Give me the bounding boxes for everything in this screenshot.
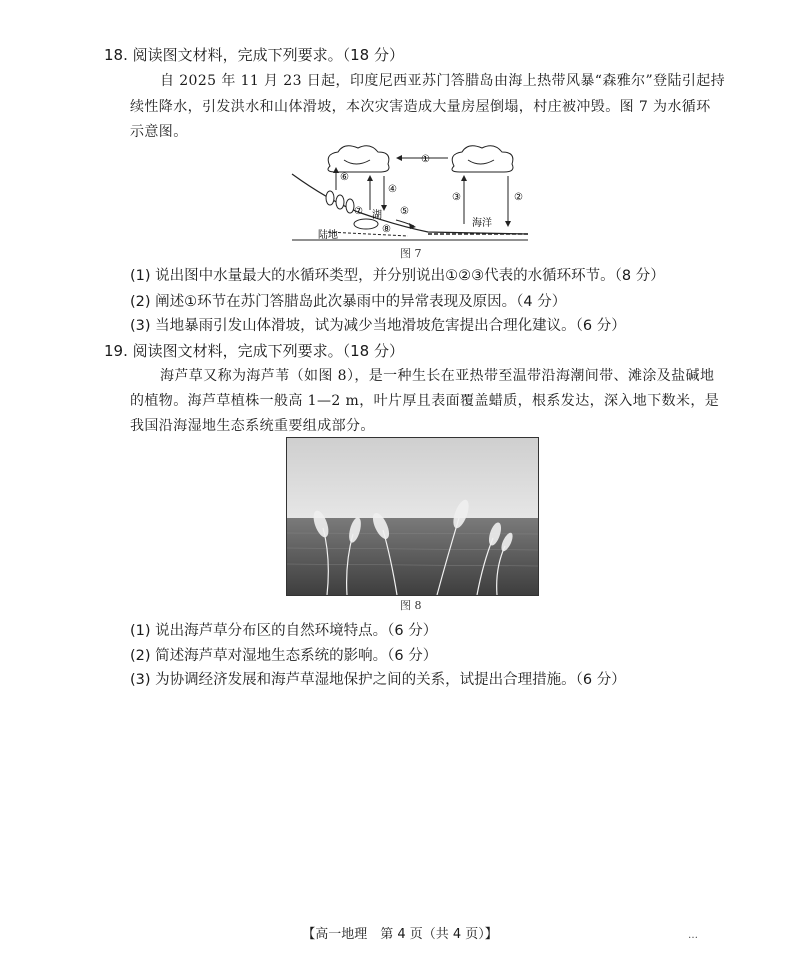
q19-paragraph-line-3: 我国沿海湿地生态系统重要组成部分。 — [130, 418, 375, 434]
cloud-left-icon — [328, 146, 389, 172]
q18-header: 18. 阅读图文材料，完成下列要求。（18 分） — [104, 46, 404, 64]
q18-paragraph-line-1: 自 2025 年 11 月 23 日起，印度尼西亚苏门答腊岛由海上热带风暴“森雅尔”登陆引起持 — [160, 73, 726, 89]
label-ocean: 海洋 — [472, 218, 492, 229]
label-6: ⑥ — [340, 172, 349, 183]
label-5: ⑤ — [400, 206, 409, 217]
q18-subquestion-1: (1) 说出图中水量最大的水循环类型，并分别说出①②③代表的水循环环节。（8 分） — [130, 268, 665, 284]
label-3: ③ — [452, 192, 461, 203]
fig8-caption: 图 8 — [400, 599, 422, 612]
q18-paragraph-line-3: 示意图。 — [130, 124, 188, 140]
corner-mark: … — [688, 930, 698, 941]
page-footer: 【高一地理 第 4 页（共 4 页）】 — [302, 927, 498, 942]
q18-paragraph-line-2: 续性降水，引发洪水和山体滑坡，本次灾害造成大量房屋倒塌，村庄被冲毁。图 7 为水循环 — [130, 99, 711, 115]
q18-subquestion-3: (3) 当地暴雨引发山体滑坡，试为减少当地滑坡危害提出合理化建议。（6 分） — [130, 318, 626, 334]
q19-subquestion-3: (3) 为协调经济发展和海芦草湿地保护之间的关系，试提出合理措施。（6 分） — [130, 672, 626, 688]
label-4: ④ — [388, 184, 397, 195]
label-1: ① — [421, 154, 430, 165]
q19-subquestion-2: (2) 简述海芦草对湿地生态系统的影响。（6 分） — [130, 648, 438, 664]
water-cycle-diagram — [288, 140, 530, 244]
fig7-caption: 图 7 — [400, 247, 422, 260]
label-2: ② — [514, 192, 523, 203]
label-lake: 湖 — [372, 210, 382, 221]
q19-paragraph-line-2: 的植物。海芦草植株一般高 1—2 m，叶片厚且表面覆盖蜡质，根系发达，深入地下数米，是 — [130, 393, 720, 409]
q19-paragraph-line-1: 海芦草又称为海芦苇（如图 8），是一种生长在亚热带至温带沿海潮间带、滩涂及盐碱地 — [160, 368, 715, 384]
label-7: ⑦ — [354, 206, 363, 217]
arrow-8 — [328, 232, 408, 236]
q18-subquestion-2: (2) 阐述①环节在苏门答腊岛此次暴雨中的异常表现及原因。（4 分） — [130, 294, 567, 310]
sea-reed-photo — [286, 437, 539, 596]
label-land: 陆地 — [318, 230, 338, 241]
q19-header: 19. 阅读图文材料，完成下列要求。（18 分） — [104, 342, 404, 360]
q19-subquestion-1: (1) 说出海芦草分布区的自然环境特点。（6 分） — [130, 623, 438, 639]
label-8: ⑧ — [382, 224, 391, 235]
cloud-right-icon — [452, 146, 513, 172]
tree-icons — [326, 191, 354, 213]
